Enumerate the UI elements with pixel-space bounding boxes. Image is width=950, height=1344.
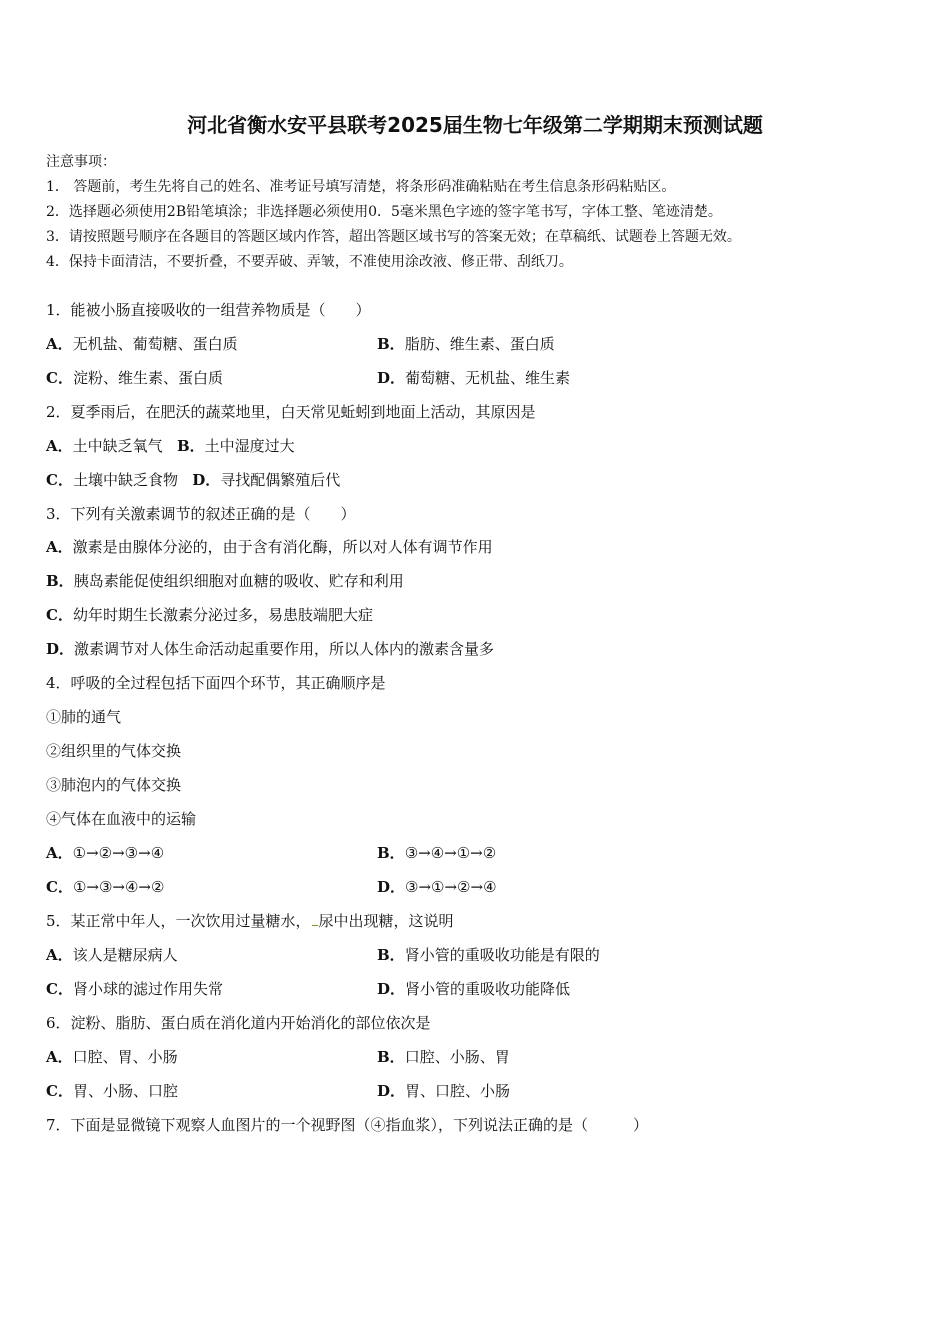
note-item: 2．选择题必须使用2B铅笔填涂；非选择题必须使用0．5毫米黑色字迹的签字笔书写，字体工整、笔迹清楚。	[46, 204, 722, 220]
option-letter: A．	[46, 946, 73, 964]
option-letter: A．	[46, 437, 73, 455]
stem-text: 5．某正常中年人，一次饮用过量糖水，	[46, 912, 311, 930]
question-1-option-a	[46, 333, 238, 355]
question-5-option-c	[46, 978, 223, 1000]
question-4-option-d	[377, 876, 497, 898]
note-item: 4．保持卡面清洁，不要折叠，不要弄破、弄皱，不准使用涂改液、修正带、刮纸刀。	[46, 254, 573, 270]
scan-mark	[312, 922, 318, 926]
option-text: 幼年时期生长激素分泌过多，易患肢端肥大症	[72, 606, 373, 624]
option-text: 口腔、小肠、胃	[404, 1048, 510, 1066]
question-5-option-a	[46, 944, 178, 966]
question-6-option-d	[377, 1080, 510, 1102]
option-text: 土壤中缺乏食物	[72, 471, 178, 489]
question-6-option-a	[46, 1046, 178, 1068]
note-item: 1． 答题前，考生先将自己的姓名、准考证号填写清楚，将条形码准确粘贴在考生信息条形码粘贴区。	[46, 179, 676, 195]
option-text: 脂肪、维生素、蛋白质	[404, 335, 555, 353]
question-5-option-d	[377, 978, 570, 1000]
option-letter: B．	[377, 946, 405, 964]
option-letter: C．	[46, 471, 73, 489]
option-letter: C．	[46, 1082, 73, 1100]
option-text: 肾小管的重吸收功能降低	[405, 980, 571, 998]
question-1-option-b	[377, 333, 555, 355]
option-text: ①→③→④→②	[72, 878, 165, 896]
option-letter: A．	[46, 538, 73, 556]
question-2-options-cd	[46, 469, 340, 491]
question-4-option-a	[46, 842, 164, 864]
option-text: 该人是糖尿病人	[72, 946, 178, 964]
option-text: ①→②→③→④	[72, 844, 165, 862]
option-text: 口腔、胃、小肠	[72, 1048, 178, 1066]
option-text: 肾小管的重吸收功能是有限的	[404, 946, 600, 964]
option-letter: D．	[377, 980, 406, 998]
option-text: 淀粉、维生素、蛋白质	[72, 369, 223, 387]
option-letter: D．	[192, 471, 221, 489]
option-text: 葡萄糖、无机盐、维生素	[405, 369, 571, 387]
question-4-item: ③肺泡内的气体交换	[46, 776, 182, 794]
option-letter: B．	[176, 437, 205, 455]
option-letter: C．	[46, 878, 73, 896]
question-3-stem: 3．下列有关激素调节的叙述正确的是（ ）	[46, 505, 356, 523]
option-text: 土中湿度过大	[204, 437, 295, 455]
option-letter: B．	[377, 844, 405, 862]
question-1-stem: 1．能被小肠直接吸收的一组营养物质是（ ）	[46, 301, 371, 319]
question-1-option-c	[46, 367, 223, 389]
question-3-option-d	[46, 638, 494, 660]
question-5-option-b	[377, 944, 600, 966]
option-text: 寻找配偶繁殖后代	[220, 471, 341, 489]
question-5-stem	[46, 910, 454, 932]
question-3-option-b	[46, 570, 404, 592]
option-text: 胃、小肠、口腔	[72, 1082, 178, 1100]
question-4-item: ②组织里的气体交换	[46, 742, 182, 760]
option-text: ③→④→①→②	[404, 844, 497, 862]
option-text: 激素是由腺体分泌的，由于含有消化酶，所以对人体有调节作用	[72, 538, 493, 556]
option-letter: D．	[46, 640, 75, 658]
question-6-option-c	[46, 1080, 178, 1102]
question-2-options-ab	[46, 435, 295, 457]
question-3-option-a	[46, 536, 493, 558]
option-letter: B．	[46, 572, 74, 590]
exam-title: 河北省衡水安平县联考2025届生物七年级第二学期期末预测试题	[187, 113, 763, 137]
option-letter: A．	[46, 335, 73, 353]
option-letter: A．	[46, 844, 73, 862]
question-6-option-b	[377, 1046, 510, 1068]
question-1-option-d	[377, 367, 570, 389]
question-4-stem: 4．呼吸的全过程包括下面四个环节，其正确顺序是	[46, 674, 386, 692]
question-2-stem: 2．夏季雨后，在肥沃的蔬菜地里，白天常见蚯蚓到地面上活动，其原因是	[46, 403, 536, 421]
option-text: 肾小球的滤过作用失常	[72, 980, 223, 998]
option-text: 胃、口腔、小肠	[405, 1082, 511, 1100]
question-4-item: ④气体在血液中的运输	[46, 810, 197, 828]
option-text: 激素调节对人体生命活动起重要作用，所以人体内的激素含量多	[74, 640, 495, 658]
option-letter: A．	[46, 1048, 73, 1066]
question-4-option-c	[46, 876, 164, 898]
question-4-option-b	[377, 842, 496, 864]
question-3-option-c	[46, 604, 373, 626]
option-letter: D．	[377, 369, 406, 387]
option-text: 胰岛素能促使组织细胞对血糖的吸收、贮存和利用	[73, 572, 404, 590]
option-letter: B．	[377, 335, 405, 353]
option-letter: B．	[377, 1048, 405, 1066]
stem-text: 尿中出现糖，这说明	[318, 912, 454, 930]
option-letter: C．	[46, 369, 73, 387]
note-item: 3．请按照题号顺序在各题目的答题区域内作答，超出答题区域书写的答案无效；在草稿纸、试题卷上答题无效。	[46, 229, 741, 245]
option-letter: D．	[377, 878, 406, 896]
option-text: ③→①→②→④	[405, 878, 497, 896]
question-4-item: ①肺的通气	[46, 708, 122, 726]
option-letter: C．	[46, 980, 73, 998]
question-6-stem: 6．淀粉、脂肪、蛋白质在消化道内开始消化的部位依次是	[46, 1014, 431, 1032]
option-letter: C．	[46, 606, 73, 624]
notes-heading: 注意事项：	[46, 154, 116, 170]
option-letter: D．	[377, 1082, 406, 1100]
option-text: 无机盐、葡萄糖、蛋白质	[72, 335, 238, 353]
option-text: 土中缺乏氧气	[72, 437, 163, 455]
question-7-stem: 7．下面是显微镜下观察人血图片的一个视野图（④指血浆），下列说法正确的是（ ）	[46, 1116, 649, 1134]
